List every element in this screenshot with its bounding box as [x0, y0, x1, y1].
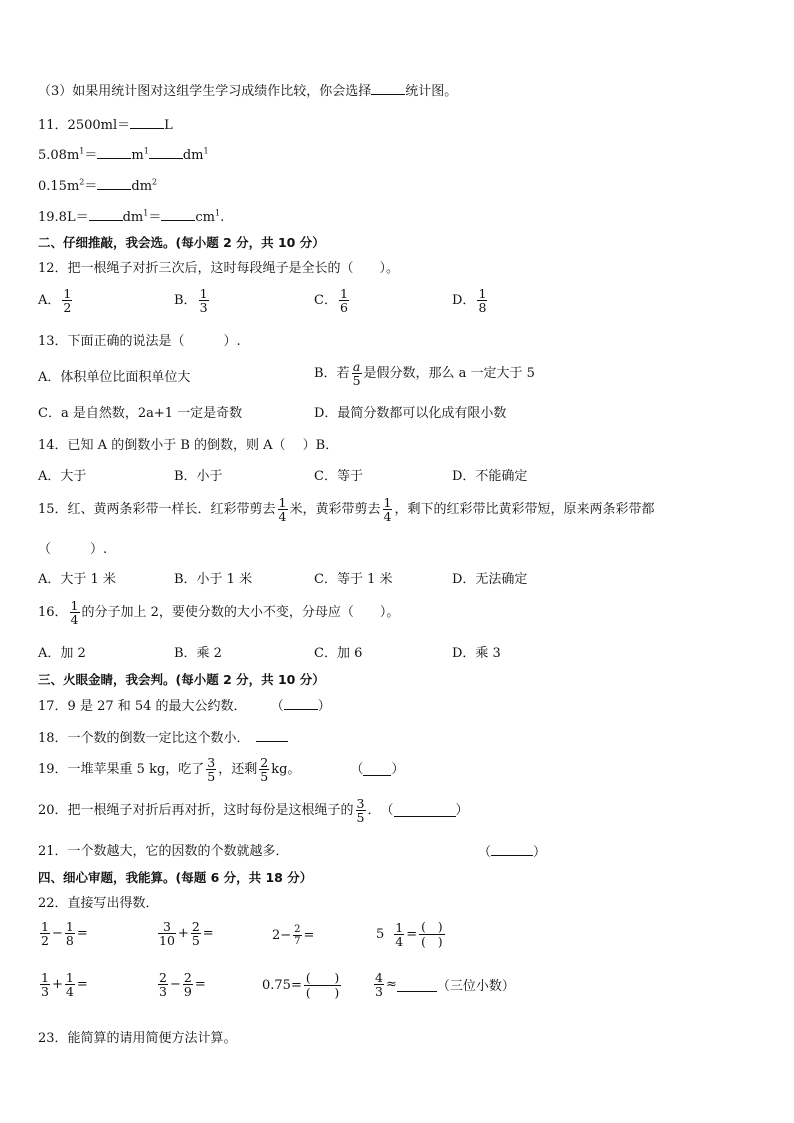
denominator: 2: [41, 933, 49, 948]
q16-text: 的分子加上 2，要使分数的大小不变，分母应（ ）。: [81, 604, 400, 620]
answer-blank[interactable]: [149, 146, 183, 159]
q11-line4: [38, 208, 224, 227]
q19-text: ，还剩: [218, 761, 258, 777]
denominator: 4: [395, 934, 404, 949]
answer-numerator-box[interactable]: ( ): [305, 971, 340, 985]
option-label: B．: [174, 293, 197, 308]
option-label: D．: [452, 293, 476, 308]
q12-option-b[interactable]: [174, 287, 211, 314]
option-text: B．若: [314, 366, 350, 381]
option-text: 是假分数，那么 a 一定大于 5: [363, 366, 535, 381]
q15-text: 15．红、黄两条彩带一样长．红彩带剪去: [38, 501, 276, 517]
answer-blank[interactable]: [284, 697, 318, 710]
answer-blank[interactable]: [97, 177, 131, 190]
numerator: 1: [41, 970, 49, 985]
q11-text: ＝: [84, 179, 98, 194]
denominator: 3: [41, 984, 49, 999]
numerator: 4: [375, 970, 383, 985]
paren-left: （: [380, 802, 394, 818]
numerator: 3: [162, 919, 171, 934]
q11-line2: [38, 146, 209, 165]
paren-right: ）: [533, 845, 547, 860]
q12-stem: 12．把一根绳子对折三次后，这时每段绳子是全长的（ ）。: [38, 261, 400, 276]
paren-right: ）: [317, 699, 331, 714]
numerator: 2: [159, 970, 167, 985]
answer-numerator-box[interactable]: ( ): [421, 920, 443, 934]
denominator: 5: [207, 769, 216, 784]
equals: =: [194, 977, 206, 992]
q16-option-b[interactable]: B．乘 2: [174, 646, 222, 661]
q18-text: 18．一个数的倒数一定比这个数小．: [38, 731, 250, 746]
q10-part3: [38, 82, 457, 101]
q22-expr-1: [38, 920, 88, 947]
numerator: 1: [63, 286, 72, 301]
q22-expr-5: [38, 971, 88, 998]
q15-stem: [38, 496, 654, 523]
q14-stem: 14．已知 A 的倒数小于 B 的倒数，则 A（ ）B．: [38, 438, 339, 453]
answer-blank[interactable]: [394, 804, 456, 817]
q15-option-c[interactable]: C．等于 1 米: [314, 572, 393, 587]
numerator: 1: [478, 286, 487, 301]
q22-expr-7: [262, 971, 343, 1000]
q21-text: 21．一个数越大，它的因数的个数就越多．: [38, 844, 289, 859]
numerator: 3: [356, 796, 365, 811]
q11-unit: cm: [195, 210, 215, 225]
paren-right: ）: [455, 802, 469, 818]
exponent: 2: [79, 177, 85, 187]
numerator: a: [352, 359, 361, 374]
exponent: 1: [143, 146, 149, 156]
exponent: 1: [143, 208, 149, 218]
q12-option-a[interactable]: [38, 287, 74, 314]
denominator: 3: [375, 984, 383, 999]
exponent: 1: [79, 146, 85, 156]
paren-right: ）: [391, 761, 405, 777]
denominator: 7: [294, 936, 301, 947]
q17-text: 17．9 是 27 和 54 的最大公约数．: [38, 699, 247, 714]
section4-title: 四、细心审题，我能算。(每题 6 分，共 18 分）: [38, 870, 313, 885]
numerator: 1: [41, 919, 49, 934]
numerator: 2: [294, 924, 301, 935]
q19: [38, 756, 404, 783]
section3-title: 三、火眼金睛，我会判。(每小题 2 分，共 10 分）: [38, 672, 325, 687]
q11-line3: [38, 177, 157, 196]
denominator: 9: [183, 984, 192, 999]
numerator: 1: [199, 286, 208, 301]
q11-text: .: [220, 210, 225, 225]
answer-blank[interactable]: [89, 208, 123, 221]
q16-text: 16．: [38, 604, 68, 620]
answer-blank[interactable]: [97, 146, 131, 159]
q22-expr-3: [272, 924, 314, 947]
equals: =: [76, 977, 88, 992]
denominator: 3: [159, 984, 167, 999]
q16-stem: [38, 599, 399, 626]
denominator: 5: [356, 810, 365, 825]
numerator: 1: [70, 598, 79, 613]
q13-option-a[interactable]: A．体积单位比面积单位大: [38, 370, 191, 385]
q20-text: 20．把一根绳子对折后再对折，这时每份是这根绳子的: [38, 802, 354, 818]
q15-option-a[interactable]: A．大于 1 米: [38, 572, 116, 587]
note-three-decimals: （三位小数）: [436, 979, 515, 994]
denominator: 5: [191, 933, 200, 948]
option-label: C．: [314, 293, 337, 308]
denominator: 8: [478, 300, 487, 315]
numerator: 1: [65, 919, 74, 934]
answer-blank[interactable]: [130, 116, 164, 129]
denominator: 4: [383, 509, 392, 524]
denominator: 5: [352, 373, 361, 388]
exponent: 1: [203, 146, 209, 156]
answer-blank[interactable]: [371, 82, 405, 95]
q11-text: 11．2500ml＝: [38, 118, 131, 133]
operator: −: [169, 977, 181, 992]
denominator: 6: [339, 300, 348, 315]
numerator: 2: [260, 755, 269, 770]
q16-option-d[interactable]: D．乘 3: [452, 646, 501, 661]
q22-expr-8: [372, 971, 515, 998]
exponent: 2: [152, 177, 158, 187]
q18: [38, 729, 288, 748]
operator: −: [51, 926, 63, 941]
q11-unit: dm: [122, 210, 144, 225]
q11-unit: L: [164, 118, 173, 133]
denominator: 10: [159, 933, 175, 948]
q11-text: 0.15m: [38, 179, 80, 194]
q11-unit: dm: [131, 179, 153, 194]
term: 2−: [272, 928, 292, 943]
q12-option-c[interactable]: [314, 287, 351, 314]
numerator: 1: [395, 920, 404, 935]
q22-stem: 22．直接写出得数．: [38, 896, 159, 911]
q22-expr-6: [156, 971, 206, 998]
q17: [38, 697, 331, 716]
denominator: 4: [278, 509, 287, 524]
q11-text: 19.8L＝: [38, 210, 89, 225]
q21-answer: [478, 843, 546, 862]
q23-stem: 23．能简算的请用简便方法计算。: [38, 1031, 237, 1046]
answer-blank[interactable]: [363, 763, 391, 776]
q22-expr-4: [376, 920, 447, 949]
q15-text: ，剩下的红彩带比黄彩带短，原来两条彩带都: [394, 501, 655, 517]
operator: +: [177, 926, 189, 941]
numerator: 2: [183, 970, 192, 985]
answer-blank[interactable]: [397, 977, 437, 992]
q13-option-c[interactable]: C．a 是自然数，2a+1 一定是奇数: [38, 406, 243, 421]
q14-option-b[interactable]: B．小于: [174, 469, 223, 484]
q11-text: ＝: [84, 148, 98, 163]
approx-sign: ≈: [385, 977, 397, 992]
q15-option-b[interactable]: B．小于 1 米: [174, 572, 253, 587]
equals: =: [406, 927, 418, 942]
numerator: 1: [383, 495, 392, 510]
q14-option-d[interactable]: D．不能确定: [452, 469, 528, 484]
numerator: 1: [339, 286, 348, 301]
denominator: 8: [65, 933, 74, 948]
q13-option-d[interactable]: D．最简分数都可以化成有限小数: [314, 406, 507, 421]
q10-text: （3）如果用统计图对这组学生学习成绩作比较，你会选择: [38, 84, 372, 99]
q15-option-d[interactable]: D．无法确定: [452, 572, 528, 587]
q11-text: ＝: [148, 210, 162, 225]
q19-text: kg。: [271, 761, 301, 777]
q12-option-d[interactable]: [452, 287, 489, 314]
q20: [38, 797, 469, 824]
q13-stem: 13．下面正确的说法是（ ）.: [38, 334, 241, 349]
q13-option-b[interactable]: [314, 360, 535, 387]
option-label: A．: [38, 293, 61, 308]
denominator: 4: [65, 984, 74, 999]
answer-blank[interactable]: [161, 208, 195, 221]
term: 0.75=: [262, 978, 302, 993]
denominator: 3: [199, 300, 208, 315]
denominator: 2: [63, 300, 72, 315]
q22-expr-2: [156, 920, 214, 947]
q11-line1: [38, 116, 173, 135]
answer-denominator-box[interactable]: ( ): [421, 935, 443, 949]
q20-text: ．: [367, 802, 381, 818]
paren-left: （: [350, 761, 364, 777]
whole-number: 5: [376, 927, 385, 942]
q11-unit: m: [131, 148, 144, 163]
q14-option-a[interactable]: A．大于: [38, 469, 87, 484]
section2-title: 二、仔细推敲，我会选。(每小题 2 分，共 10 分）: [38, 235, 325, 250]
answer-denominator-box[interactable]: ( ): [305, 986, 340, 1000]
answer-blank[interactable]: [491, 843, 533, 856]
q15-answer-paren[interactable]: （ ）.: [38, 542, 108, 557]
equals: =: [303, 928, 315, 943]
numerator: 3: [207, 755, 216, 770]
equals: =: [202, 926, 214, 941]
paren-left: （: [270, 699, 284, 714]
equals: =: [76, 926, 88, 941]
numerator: 1: [278, 495, 287, 510]
q16-option-c[interactable]: C．加 6: [314, 646, 363, 661]
denominator: 4: [70, 612, 79, 627]
exponent: 1: [214, 208, 221, 218]
q10-text-end: 统计图。: [405, 84, 458, 99]
q11-unit: dm: [182, 148, 204, 163]
q15-text: 米，黄彩带剪去: [289, 501, 381, 517]
q11-text: 5.08m: [38, 148, 80, 163]
q16-option-a[interactable]: A．加 2: [38, 646, 86, 661]
operator: +: [51, 977, 63, 992]
q21: [38, 843, 289, 861]
q14-option-c[interactable]: C．等于: [314, 469, 363, 484]
numerator: 1: [65, 970, 74, 985]
answer-blank[interactable]: [256, 729, 288, 742]
paren-left: （: [478, 845, 492, 860]
denominator: 5: [260, 769, 269, 784]
q19-text: 19．一堆苹果重 5 kg，吃了: [38, 761, 205, 777]
numerator: 2: [191, 919, 200, 934]
